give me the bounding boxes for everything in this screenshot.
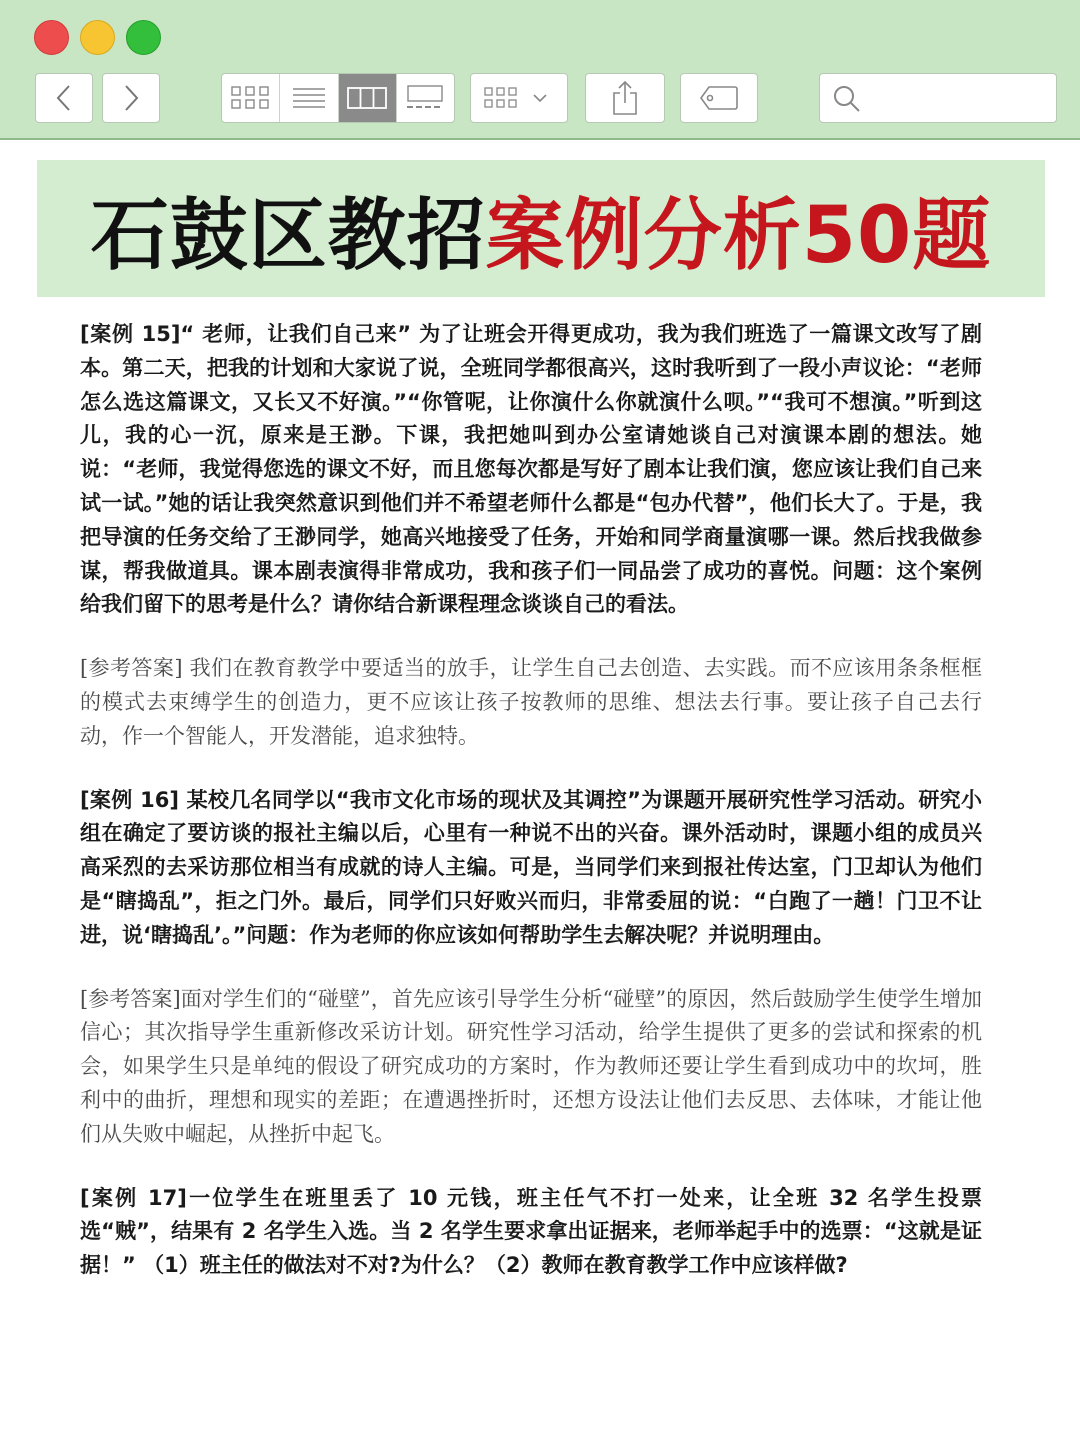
case-15-answer: [参考答案] 我们在教育教学中要适当的放手，让学生自己去创造、去实践。而不应该用条条框框的模式去束缚学生的创造力，更不应该让孩子按教师的思维、想法去行事。要让孩子自己去行动，作一个智能人，开发潜能，追求独特。 bbox=[80, 656, 982, 748]
case-15-question: [案例 15]“ 老师，让我们自己来” 为了让班会开得更成功，我为我们班选了一篇课文改写了剧本。第二天，把我的计划和大家说了说，全班同学都很高兴，这时我听到了一段小声议论：“老师怎么选这篇课文，又长又不好演。”“你管呢，让你演什么你就演什么呗。”“我可不想演。”听到这儿，我的心一沉，原来是王渺。下课，我把她叫到办公室请她谈自己对演课本剧的想法。她说：“老师，我觉得您选的课文不好，而且您每次都是写好了剧本让我们演，您应该让我们自己来试一试。”她的话让我突然意识到他们并不希望老师什么都是“包办代替”，他们长大了。于是，我把导演的任务交给了王渺同学，她高兴地接受了任务，开始和同学商量演哪一课。然后找我做参谋，帮我做道具。课本剧表演得非常成功，我和孩子们一同品尝了成功的喜悦。问题：这个案例给我们留下的思考是什么？请你结合新课程理念谈谈自己的看法。 bbox=[80, 322, 982, 617]
tag-icon bbox=[699, 85, 739, 111]
document-body bbox=[80, 318, 982, 1313]
zoom-window-button[interactable] bbox=[126, 20, 161, 55]
search-icon bbox=[832, 84, 862, 114]
view-mode-switcher bbox=[221, 73, 455, 123]
gallery-icon bbox=[405, 85, 445, 111]
grid-icon bbox=[231, 85, 271, 111]
search-field[interactable] bbox=[819, 73, 1057, 123]
list-view-button[interactable] bbox=[280, 74, 338, 122]
close-window-button[interactable] bbox=[34, 20, 69, 55]
title-banner bbox=[37, 160, 1045, 297]
list-icon bbox=[292, 86, 326, 110]
group-by-button[interactable] bbox=[470, 73, 568, 123]
share-icon bbox=[610, 80, 640, 116]
window-toolbar bbox=[0, 0, 1080, 140]
grid-dropdown-icon bbox=[483, 85, 555, 111]
back-button[interactable] bbox=[35, 73, 93, 123]
case-17-question: [案例 17]一位学生在班里丢了 10 元钱，班主任气不打一处来，让全班 32 名学生投票选“贼”，结果有 2 名学生入选。当 2 名学生要求拿出证据来，老师举起手中的选票：“这就是证据！” （1）班主任的做法对不对?为什么？（2）教师在教育教学工作中应该样做? bbox=[80, 1185, 982, 1278]
search-input[interactable] bbox=[870, 82, 1049, 116]
title-part-black: 石鼓区教招 bbox=[90, 190, 486, 281]
tag-button[interactable] bbox=[680, 73, 758, 123]
icon-view-button[interactable] bbox=[222, 74, 280, 122]
share-button[interactable] bbox=[585, 73, 665, 123]
page-title bbox=[91, 173, 992, 285]
forward-button[interactable] bbox=[102, 73, 160, 123]
chevron-right-icon bbox=[121, 83, 141, 113]
case-16-question: [案例 16] 某校几名同学以“我市文化市场的现状及其调控”为课题开展研究性学习活动。研究小组在确定了要访谈的报社主编以后，心里有一种说不出的兴奋。课外活动时，课题小组的成员兴高采烈的去采访那位相当有成就的诗人主编。可是，当同学们来到报社传达室，门卫却认为他们是“瞎捣乱”，拒之门外。最后，同学们只好败兴而归，非常委屈的说：“白跑了一趟！门卫不让进，说‘瞎捣乱’。”问题：作为老师的你应该如何帮助学生去解决呢？并说明理由。 bbox=[80, 787, 982, 947]
minimize-window-button[interactable] bbox=[80, 20, 115, 55]
chevron-left-icon bbox=[54, 83, 74, 113]
columns-icon bbox=[347, 86, 387, 110]
case-16-answer: [参考答案]面对学生们的“碰壁”，首先应该引导学生分析“碰壁”的原因，然后鼓励学生使学生增加信心；其次指导学生重新修改采访计划。研究性学习活动，给学生提供了更多的尝试和探索的机会，如果学生只是单纯的假设了研究成功的方案时，作为教师还要让学生看到成功中的坎坷，胜利中的曲折，理想和现实的差距；在遭遇挫折时，还想方设法让他们去反思、去体味，才能让他们从失败中崛起，从挫折中起飞。 bbox=[80, 986, 982, 1146]
gallery-view-button[interactable] bbox=[397, 74, 454, 122]
title-part-red: 案例分析50题 bbox=[485, 190, 992, 281]
column-view-button[interactable] bbox=[339, 74, 397, 122]
